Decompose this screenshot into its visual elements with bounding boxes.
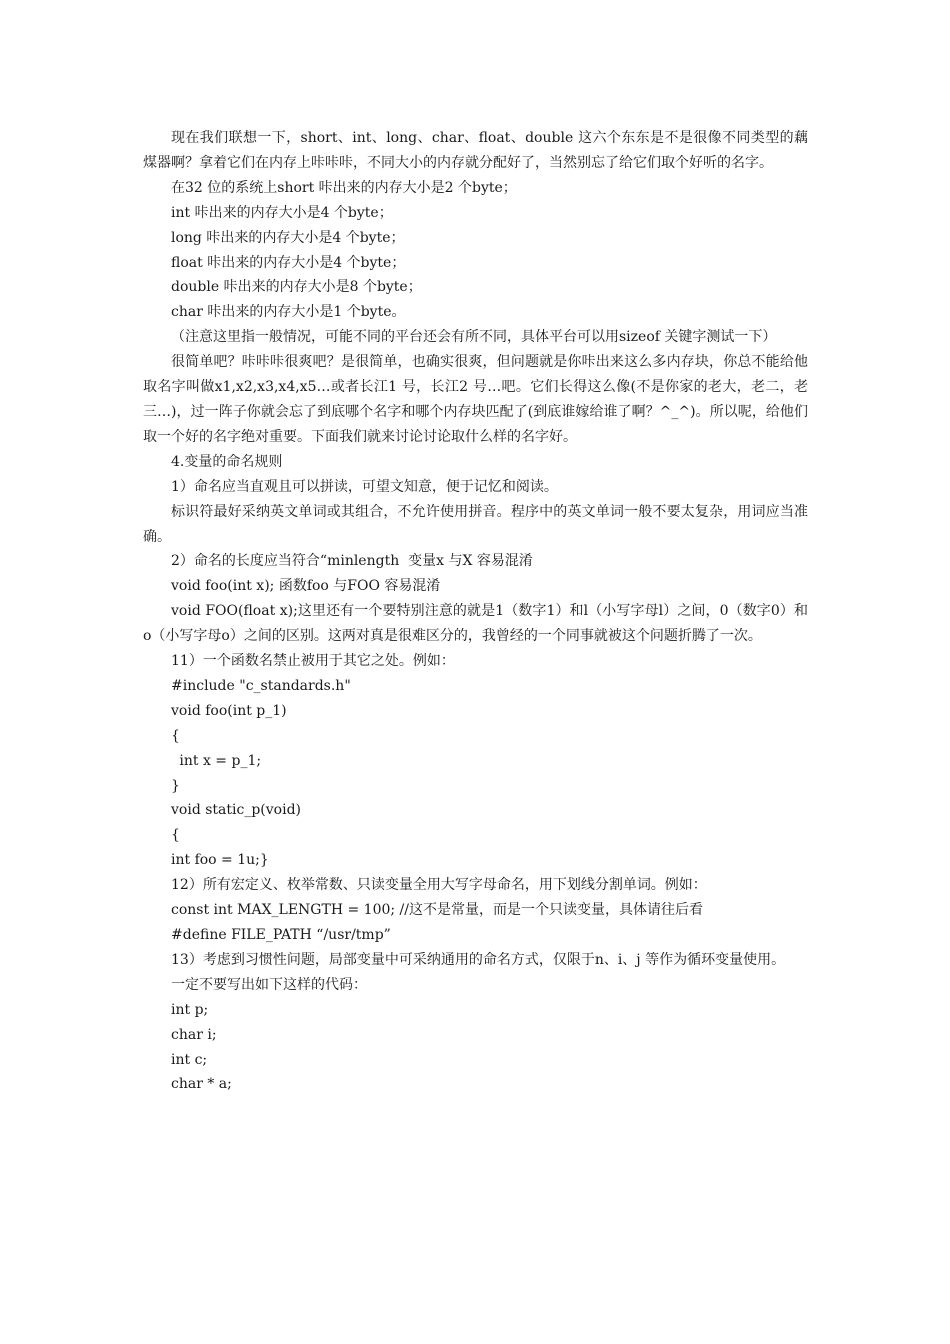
paragraph: 一定不要写出如下这样的代码： <box>171 976 367 993</box>
code-line: int x = p_1; <box>179 752 262 769</box>
paragraph: 12）所有宏定义、枚举常数、只读变量全用大写字母命名，用下划线分割单词。例如： <box>171 877 707 894</box>
code-line: int p; <box>171 1001 209 1018</box>
paragraph: float 咔出来的内存大小是4 个byte； <box>171 254 406 271</box>
code-line: int c; <box>171 1051 208 1068</box>
paragraph: 2）命名的长度应当符合“minlength 变量x 与X 容易混淆 <box>171 553 533 570</box>
document-body <box>143 126 808 1097</box>
code-line: void foo(int p_1) <box>171 702 287 719</box>
code-line: #define FILE_PATH “/usr/tmp” <box>171 927 391 943</box>
code-line: #include "c_standards.h" <box>171 677 351 694</box>
section-heading: 4.变量的命名规则 <box>171 453 283 470</box>
code-line: { <box>171 827 180 844</box>
paragraph: 13）考虑到习惯性问题，局部变量中可采纳通用的命名方式，仅限于n、i、j 等作为循环变量使用。 <box>171 951 786 968</box>
paragraph: int 咔出来的内存大小是4 个byte； <box>171 204 393 221</box>
code-line: char * a; <box>171 1076 232 1093</box>
code-line: } <box>171 777 180 794</box>
paragraph: void FOO(float x);这里还有一个要特别注意的就是1（数字1）和l（小写字母l）之间，0（数字0）和o（小写字母o）之间的区别。这两对真是很难区分的，我曾经的一个同事就被这个问题折腾了一次。 <box>143 603 808 645</box>
paragraph: char 咔出来的内存大小是1 个byte。 <box>171 304 406 321</box>
paragraph: 11）一个函数名禁止被用于其它之处。例如： <box>171 653 455 670</box>
paragraph: void foo(int x); 函数foo 与FOO 容易混淆 <box>171 578 441 595</box>
code-line: const int MAX_LENGTH = 100; //这不是常量，而是一个只读变量，具体请往后看 <box>171 902 703 919</box>
paragraph: 1）命名应当直观且可以拼读，可望文知意，便于记忆和阅读。 <box>171 478 558 495</box>
code-line: { <box>171 727 180 744</box>
code-line: int foo = 1u;} <box>171 852 269 869</box>
code-line: char i; <box>171 1026 217 1043</box>
code-line: void static_p(void) <box>171 802 301 819</box>
paragraph: 标识符最好采纳英文单词或其组合，不允许使用拼音。程序中的英文单词一般不要太复杂，用词应当准确。 <box>143 503 808 545</box>
paragraph: double 咔出来的内存大小是8 个byte； <box>171 279 422 296</box>
paragraph: long 咔出来的内存大小是4 个byte； <box>171 229 405 246</box>
paragraph: 在32 位的系统上short 咔出来的内存大小是2 个byte； <box>171 179 517 196</box>
paragraph: （注意这里指一般情况，可能不同的平台还会有所不同，具体平台可以用sizeof 关键字测试一下） <box>171 329 777 346</box>
paragraph: 现在我们联想一下，short、int、long、char、float、double 这六个东东是不是很像不同类型的藕煤器啊？拿着它们在内存上咔咔咔，不同大小的内存就分配好了，当然别忘了给它们取个好听的名字。 <box>143 130 808 171</box>
paragraph: 很简单吧？咔咔咔很爽吧？是很简单，也确实很爽，但问题就是你咔出来这么多内存块，你总不能给他取名字叫做x1,x2,x3,x4,x5…或者长江1 号，长江2 号…吧。它们长得这么像(不是你家的老大，老二，老三…)，过一阵子你就会忘了到底哪个名字和哪个内存块匹配了(到底谁嫁给谁了啊？^_^)。所以呢，给他们取一个好的名字绝对重要。下面我们就来讨论讨论取什么样的名字好。 <box>143 354 808 445</box>
